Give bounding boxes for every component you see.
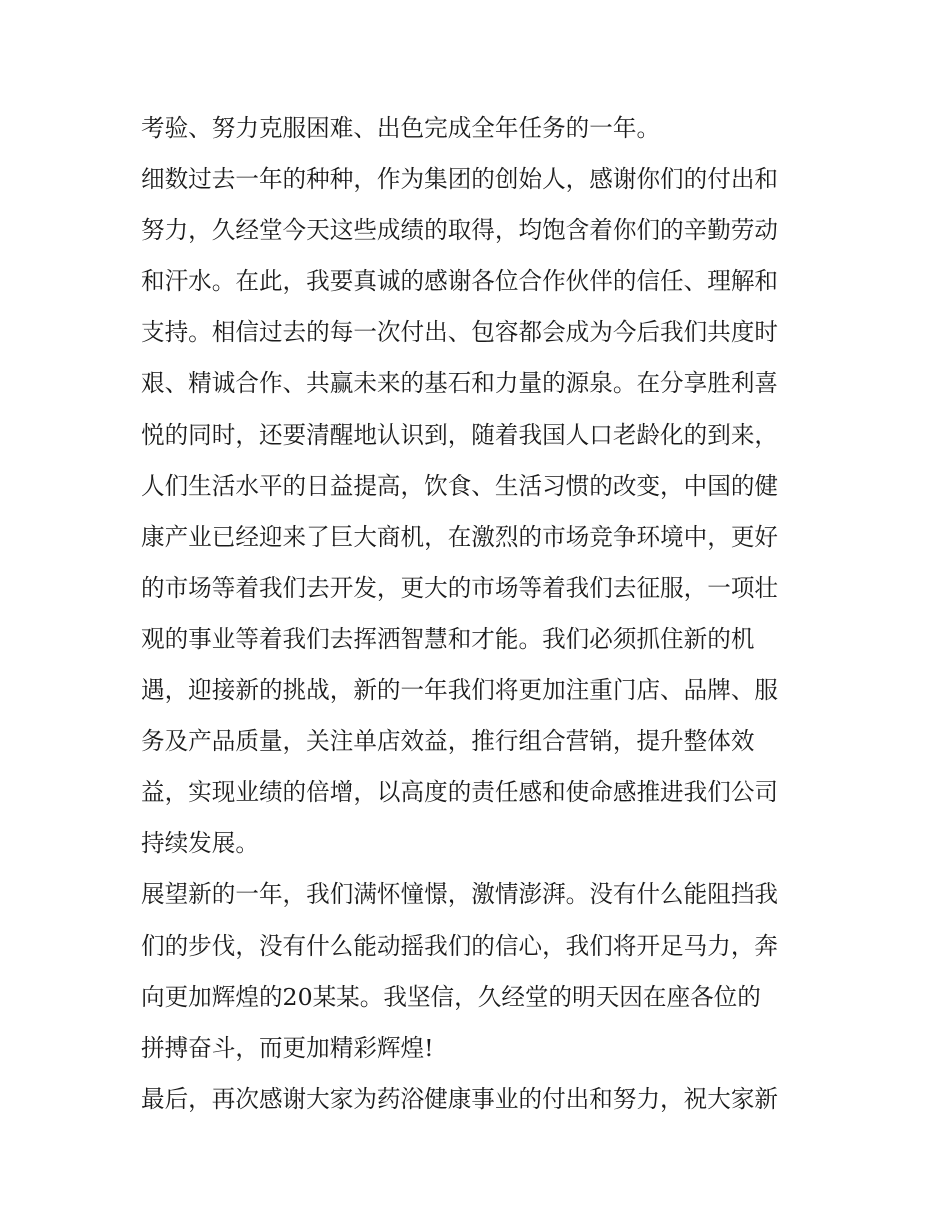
text-line: 康产业已经迎来了巨大商机，在激烈的市场竞争环境中，更好: [141, 522, 779, 551]
document-body: [141, 103, 821, 1125]
text-line: 持续发展。: [141, 829, 259, 858]
text-line: 益，实现业绩的倍增，以高度的责任感和使命感推进我们公司: [141, 778, 779, 807]
text-line: 人们生活水平的日益提高，饮食、生活习惯的改变，中国的健: [141, 471, 779, 500]
text-line: 观的事业等着我们去挥洒智慧和才能。我们必须抓住新的机: [141, 624, 755, 653]
text-line: 支持。相信过去的每一次付出、包容都会成为今后我们共度时: [141, 318, 779, 347]
text-line: 细数过去一年的种种，作为集团的创始人，感谢你们的付出和: [141, 165, 779, 194]
text-line: 努力，久经堂今天这些成绩的取得，均饱含着你们的辛勤劳动: [141, 216, 779, 245]
text-line: 们的步伐，没有什么能动摇我们的信心，我们将开足马力，奔: [141, 931, 779, 960]
text-line: 悦的同时，还要清醒地认识到，随着我国人口老龄化的到来，: [141, 420, 779, 449]
text-line: 遇，迎接新的挑战，新的一年我们将更加注重门店、品牌、服: [141, 676, 779, 705]
text-line: 和汗水。在此，我要真诚的感谢各位合作伙伴的信任、理解和: [141, 267, 779, 296]
text-line: 务及产品质量，关注单店效益，推行组合营销，提升整体效: [141, 727, 755, 756]
text-line: 展望新的一年，我们满怀憧憬，激情澎湃。没有什么能阻挡我: [141, 880, 779, 909]
text-line: 拼搏奋斗，而更加精彩辉煌!: [141, 1033, 434, 1062]
text-line: 向更加辉煌的20某某。我坚信，久经堂的明天因在座各位的: [141, 982, 761, 1011]
text-line: 考验、努力克服困难、出色完成全年任务的一年。: [141, 114, 661, 142]
text-line: 最后，再次感谢大家为药浴健康事业的付出和努力，祝大家新: [141, 1084, 779, 1113]
text-line: 艰、精诚合作、共赢未来的基石和力量的源泉。在分享胜利喜: [141, 369, 779, 398]
text-line: 的市场等着我们去开发，更大的市场等着我们去征服，一项壮: [141, 573, 779, 602]
